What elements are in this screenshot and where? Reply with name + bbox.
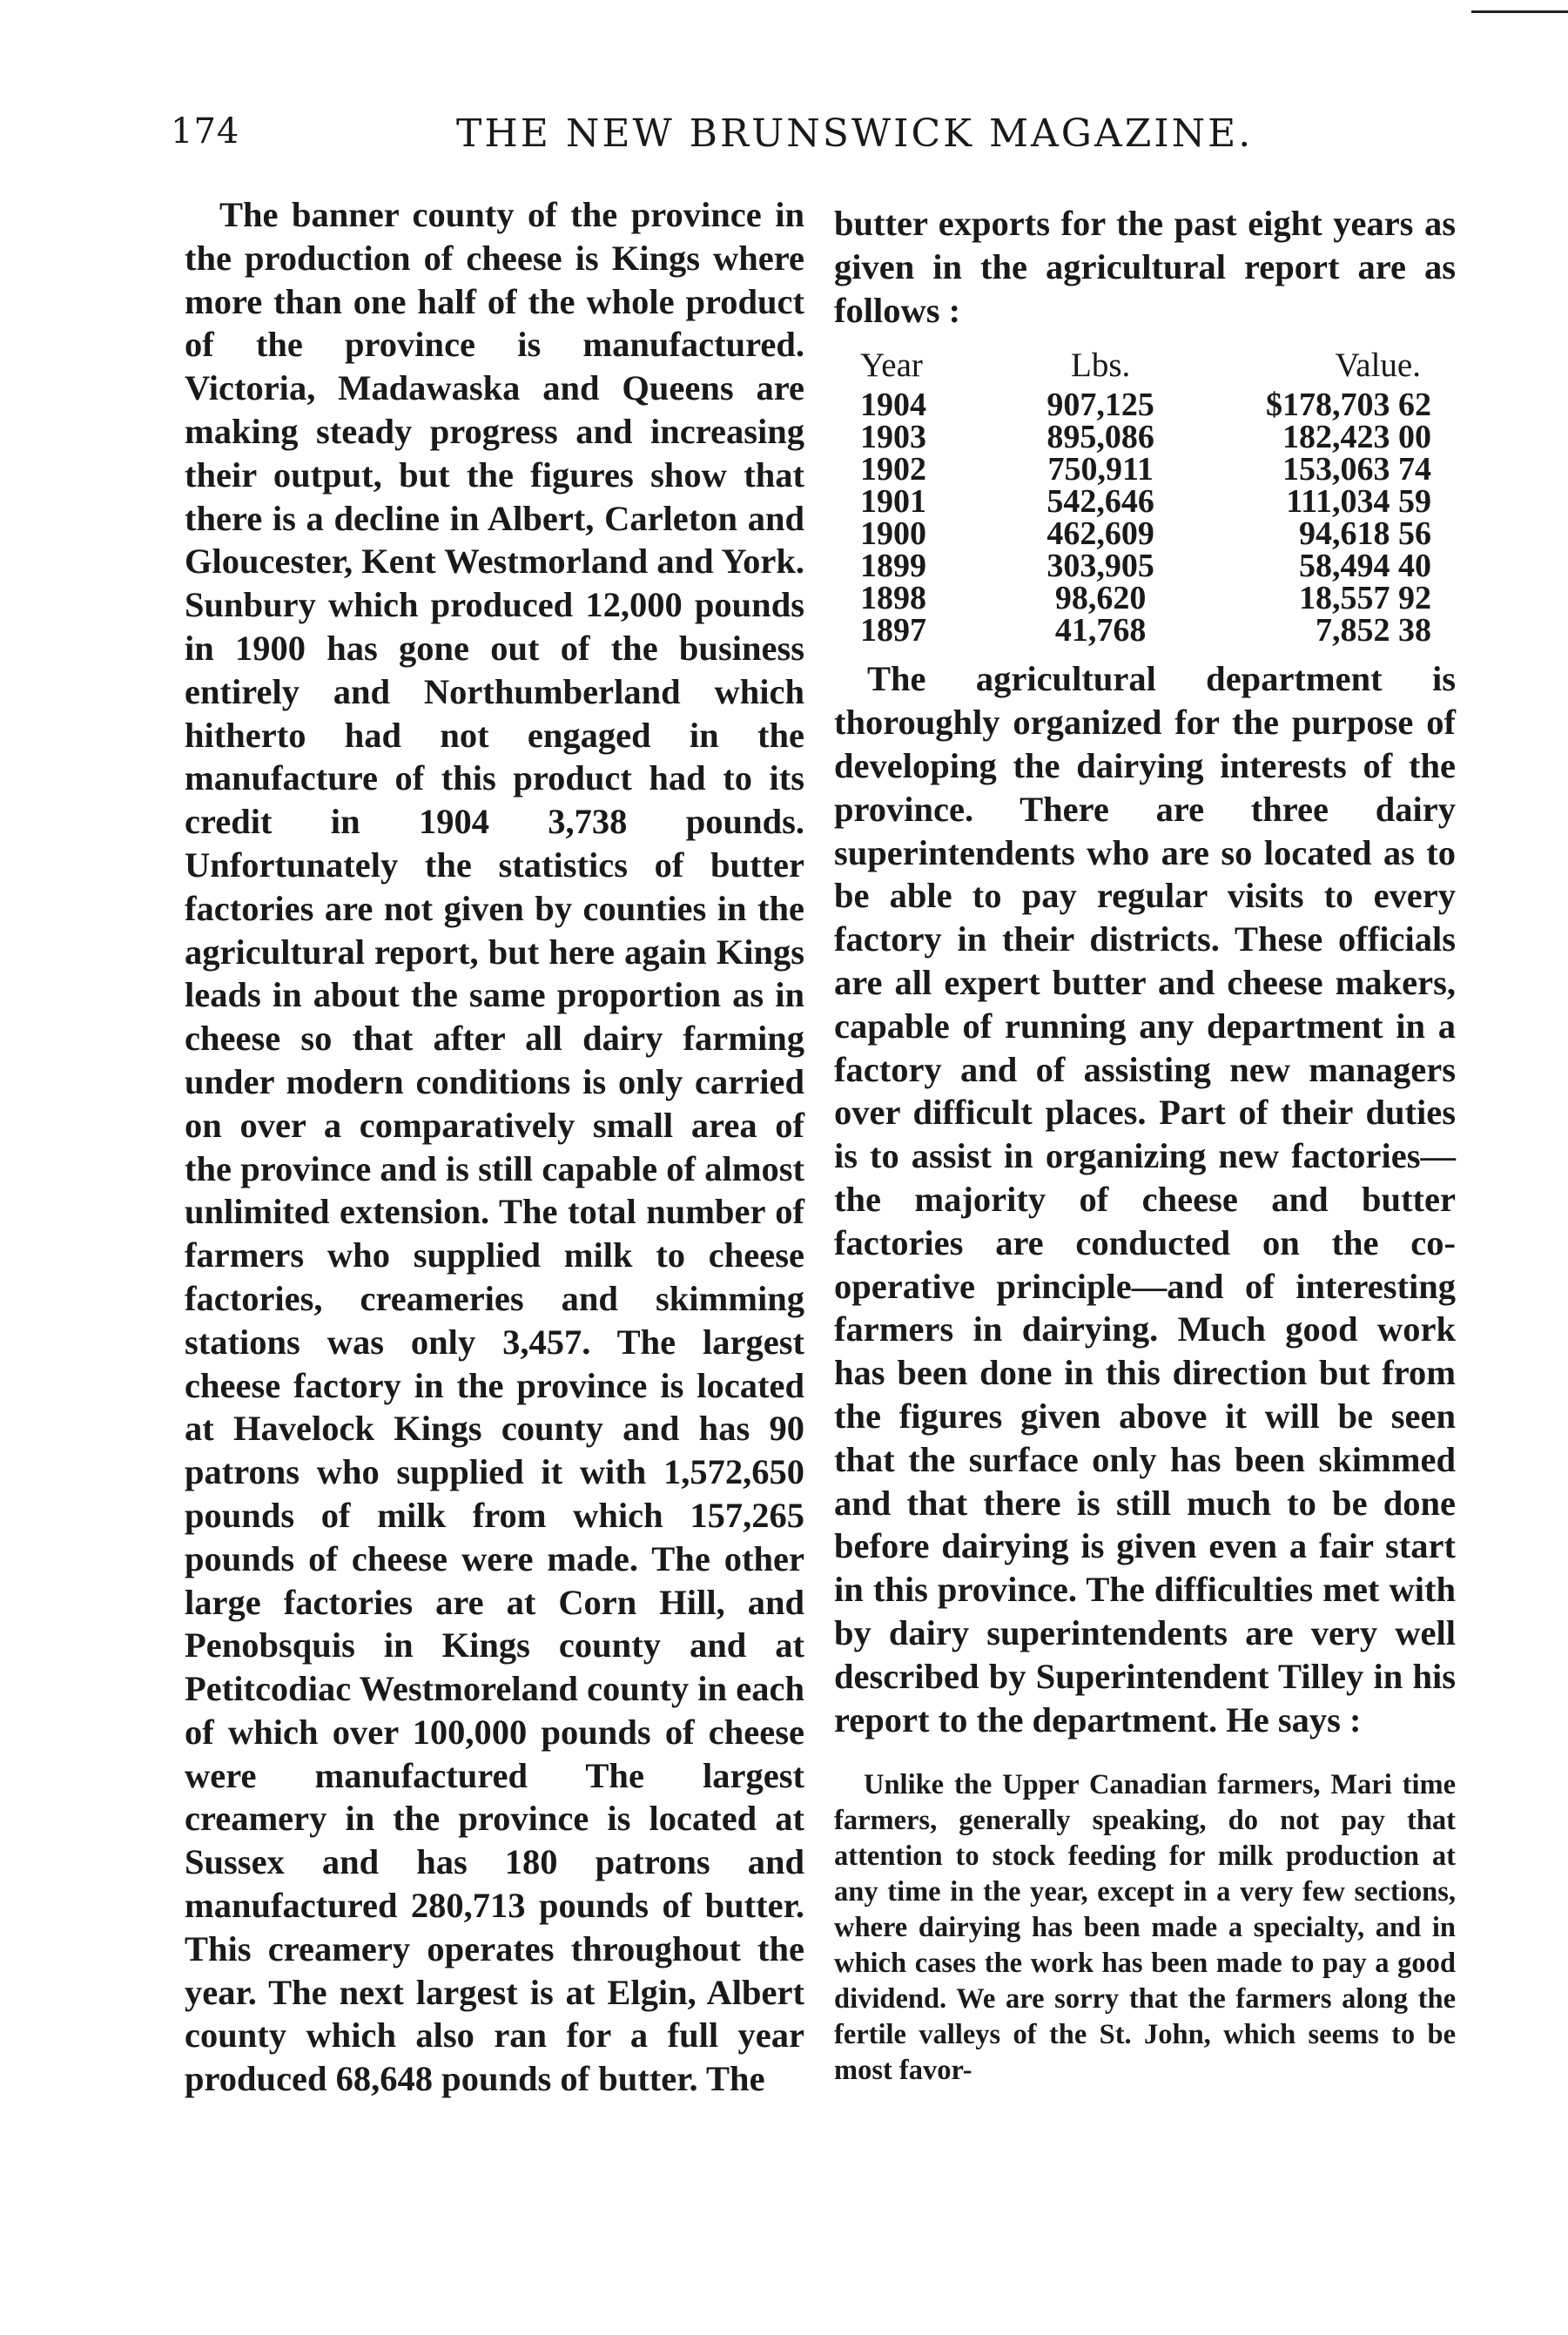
value-cell: 18,557 92: [1299, 580, 1431, 617]
year-cell: 1904: [860, 387, 926, 424]
value-column-header: Value.: [1335, 347, 1421, 385]
butter-exports-table: [860, 342, 1438, 647]
lbs-cell: 98,620: [1054, 580, 1147, 617]
value-cell: 58,494 40: [1299, 548, 1431, 585]
table-row: [860, 486, 1438, 518]
table-row: [860, 582, 1438, 615]
table-row: [860, 518, 1438, 550]
lbs-cell: 303,905: [1046, 548, 1154, 585]
lbs-cell: 750,911: [1047, 451, 1154, 488]
lbs-cell: 895,086: [1046, 419, 1154, 456]
table-row: [860, 550, 1438, 582]
lbs-cell: 41,768: [1054, 612, 1147, 649]
year-cell: 1900: [860, 515, 926, 553]
year-cell: 1902: [860, 451, 926, 488]
page-number: 174: [171, 111, 240, 151]
year-cell: 1897: [860, 612, 926, 649]
lbs-cell: 542,646: [1046, 483, 1154, 521]
page-header: [171, 111, 1254, 172]
lbs-cell: 462,609: [1046, 515, 1154, 553]
running-title: THE NEW BRUNSWICK MAGAZINE.: [456, 111, 1254, 156]
right-column: [834, 202, 1456, 2089]
lbs-column-header: Lbs.: [1071, 347, 1131, 385]
table-row: [860, 421, 1438, 454]
value-cell: 94,618 56: [1299, 515, 1431, 553]
cheese-production-paragraph: The banner county of the province in the production of cheese is Kings where more than one half of the whole product of the province is manufactured. Victoria, Madawaska and Queens are making steady progress and increasing their output, but the figures show that there is a decline in Albert, Carleton and Gloucester, Kent Westmorland and York. Sunbury which produced 12,000 pounds in 1900 has gone out of the business entirely and Northumberland which hitherto had not engaged in the manufacture of this product had to its credit in 1904 3,738 pounds. Unfortunately the statistics of butter factories are not given by counties in the agricultural report, but here again Kings leads in about the same proportion as in cheese so that after all dairy farming under modern conditions is only carried on over a comparatively small area of the province and is still capable of almost unlimited extension. The total number of farmers who supplied milk to cheese factories, creameries and skimming stations was only 3,457. The largest cheese factory in the province is located at Havelock Kings county and has 90 patrons who supplied it with 1,572,650 pounds of milk from which 157,265 pounds of cheese were made. The other large factories are at Corn Hill, and Penobsquis in Kings county and at Petitcodiac Westmoreland county in each of which over 100,000 pounds of cheese were manufactured The largest creamery in the province is located at Sussex and has 180 patrons and manufactured 280,713 pounds of butter. This creamery operates throughout the year. The next largest is at Elgin, Albert county which also ran for a full year produced 68,648 pounds of butter. The: [185, 195, 804, 2099]
value-cell: 7,852 38: [1316, 612, 1431, 649]
year-cell: 1899: [860, 548, 926, 585]
table-row: [860, 389, 1438, 421]
year-column-header: Year: [860, 347, 923, 385]
top-edge-rule: [1471, 10, 1568, 13]
table-row: [860, 615, 1438, 647]
value-cell: 111,034 59: [1286, 483, 1431, 521]
butter-exports-intro: butter exports for the past eight years as given in the agricultural report are as follows :: [834, 204, 1456, 330]
year-cell: 1903: [860, 419, 926, 456]
value-cell: 182,423 00: [1282, 419, 1431, 456]
left-column: [185, 193, 804, 2101]
table-row: [860, 454, 1438, 486]
value-cell: 153,063 74: [1282, 451, 1431, 488]
quote-paragraph: Unlike the Upper Canadian farmers, Mari time farmers, generally speaking, do not pay that attention to stock feeding for milk production at any time in the year, except in a very few sections, where dairying has been made a specialty, and in which cases the work has been made to pay a good dividend. We are sorry that the farmers along the fertile valleys of the St. John, which seems to be most favor-: [834, 1769, 1456, 2087]
year-cell: 1898: [860, 580, 926, 617]
value-cell: $178,703 62: [1266, 387, 1431, 424]
table-header-row: [860, 342, 1438, 389]
lbs-cell: 907,125: [1046, 387, 1154, 424]
superintendent-quote: [834, 1767, 1456, 2089]
dairy-department-paragraph: The agricultural department is thoroughly organized for the purpose of developing the dairying interests of the province. There are three dairy superintendents who are so located as to be able to pay regular visits to every factory in their districts. These officials are all expert butter and cheese makers, capable of running any department in a factory and of assisting new managers over difficult places. Part of their duties is to assist in organizing new factories—the majority of cheese and butter factories are conducted on the co-operative principle—and of interesting farmers in dairying. Much good work has been done in this direction but from the figures given above it will be seen that the surface only has been skimmed and that there is still much to be done before dairying is given even a fair start in this province. The difficulties met with by dairy superintendents are very well described by Superintendent Tilley in his report to the department. He says :: [834, 659, 1456, 1739]
year-cell: 1901: [860, 483, 926, 521]
